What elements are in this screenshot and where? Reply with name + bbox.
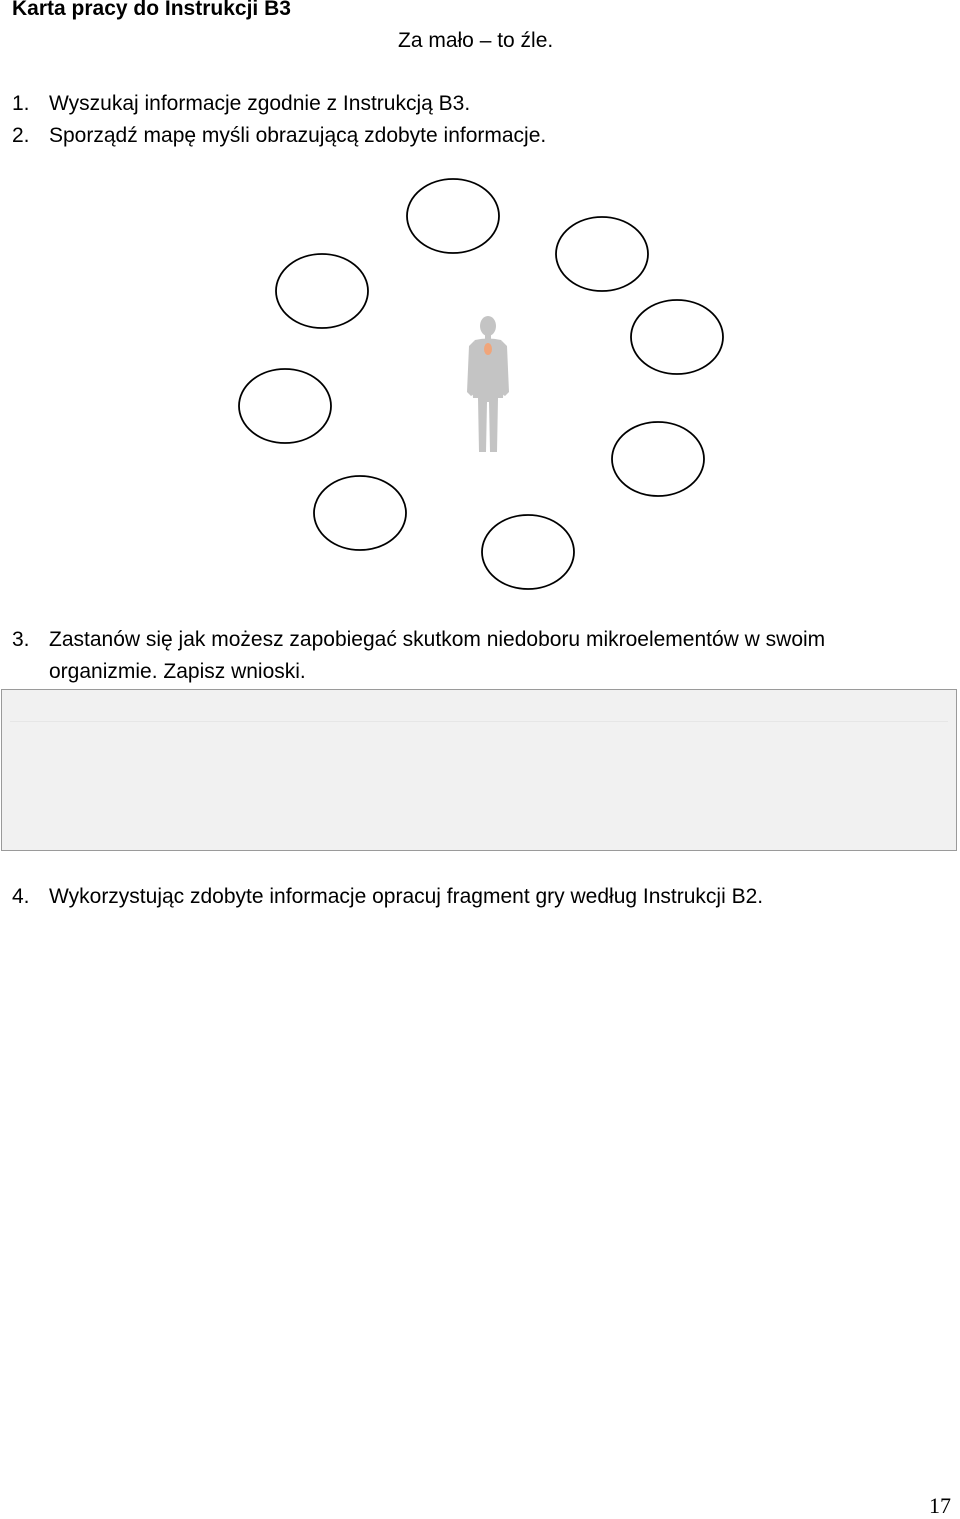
human-body-icon [467,316,509,452]
task-text: Sporządź mapę myśli obrazującą zdobyte informacje. [49,124,547,147]
task-text: Wykorzystując zdobyte informacje opracuj fragment gry według Instrukcji B2. [49,885,764,908]
task-text: Zastanów się jak możesz zapobiegać skutkom niedoboru mikroelementów w swoim [49,628,826,651]
mind-map-bubble[interactable] [407,179,499,253]
divider [10,721,948,722]
mind-map-bubble[interactable] [239,369,331,443]
page-title: Karta pracy do Instrukcji B3 [12,0,291,20]
answer-field[interactable] [1,689,957,851]
task-number: 4. [12,885,30,908]
page-subtitle: Za mało – to źle. [398,29,554,52]
mind-map-bubble[interactable] [314,476,406,550]
task-number: 3. [12,628,30,651]
task-number: 1. [12,92,30,115]
mind-map-bubble[interactable] [556,217,648,291]
task-text: Wyszukaj informacje zgodnie z Instrukcją B3. [49,92,471,115]
mind-map-bubble[interactable] [612,422,704,496]
page-number: 17 [929,1493,951,1518]
task-number: 2. [12,124,30,147]
task-text: organizmie. Zapisz wnioski. [49,660,306,683]
mind-map-bubble[interactable] [482,515,574,589]
mind-map [0,170,760,600]
mind-map-bubble[interactable] [631,300,723,374]
mind-map-bubble[interactable] [276,254,368,328]
